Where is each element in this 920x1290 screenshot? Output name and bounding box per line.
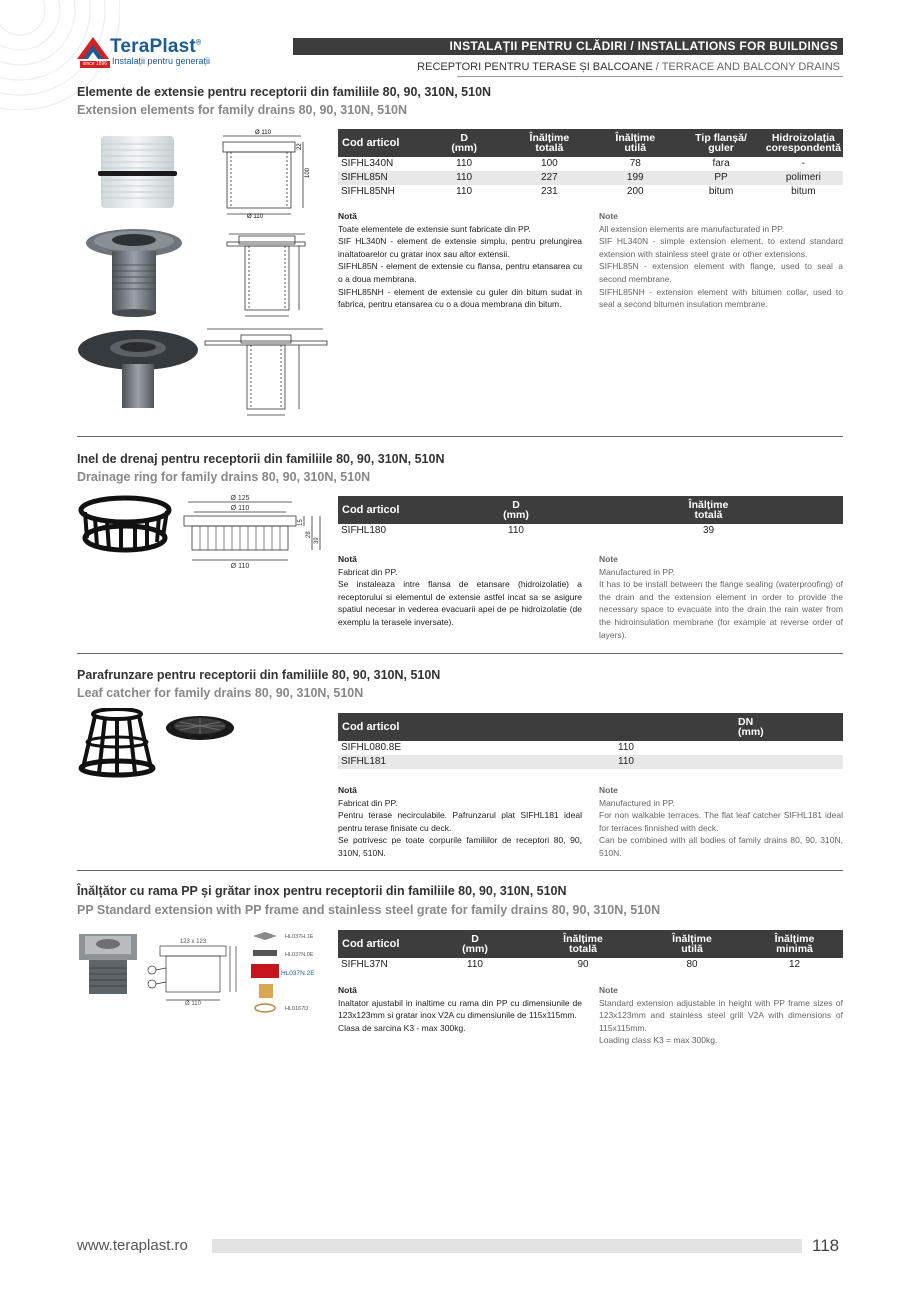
drawing-dim-39: 39 [314, 537, 320, 544]
note-line: SIFHL85NH - element de extensie cu guler din bitum sudat in fabrica, pentru etansarea cu o a doua membrana din bitum. [338, 286, 582, 310]
table-cell: 110 [508, 525, 524, 536]
note-title: Note [599, 211, 618, 221]
header-divider [457, 76, 843, 77]
table-cell: 110 [458, 755, 843, 769]
drawing-dim-diameter: Ø 110 [185, 1001, 201, 1006]
note-line: For non walkable terraces. The flat leaf catcher SIFHL181 ideal for terraces finnished with deck. [599, 810, 843, 833]
col-header: Tip flanșă/ guler [678, 129, 763, 157]
note-line: Pentru terase necirculabile. Pafrunzarul plat SIFHL181 ideal pentru terase finisate cu deck. [338, 810, 582, 833]
note-line: Manufactured in PP. [599, 797, 675, 808]
note-line: Fabricat din PP. [338, 566, 398, 577]
section-4-title-ro: Înălțător cu rama PP și grătar inox pentru receptorii din familiile 80, 90, 310N, 510N [77, 884, 567, 898]
note-line: It has to be install between the flange sealing (waterproofing) of the drain and the extension element in order to provide the necessary space to evacuate into the drain the rain water from the hidroinsulation membrane (for example at reverse order of layers). [599, 579, 843, 640]
table-cell: 110 [618, 742, 634, 753]
section-3-note-ro [338, 784, 582, 860]
table-cell: SIFHL181 [338, 755, 458, 769]
section-divider [77, 653, 843, 654]
table-cell: PP [678, 171, 763, 185]
page-number: 118 [812, 1236, 840, 1255]
extension-simple-drawing [213, 128, 313, 220]
note-title: Note [599, 985, 618, 995]
component-label: HL0167D [285, 1006, 309, 1012]
extension-simple-image [95, 130, 180, 212]
drawing-dim-15: 15 [298, 519, 304, 526]
drawing-dim-bottom: Ø 110 [230, 563, 250, 570]
extension-flange-drawing [225, 224, 311, 320]
drainage-ring-image [77, 494, 173, 564]
col-header: Înălțime minimă [746, 930, 843, 958]
section-1-note-ro [338, 210, 582, 311]
col-header: Înălțime totală [507, 129, 592, 157]
table-cell: 110 [467, 959, 483, 970]
section-3-note-en [599, 784, 843, 860]
note-line: SIFHL85N - element de extensie cu flansa, pentru etansarea cu o a doua membrana. [338, 261, 582, 284]
note-title: Note [599, 554, 618, 564]
table-row [338, 741, 843, 755]
note-line: Inaltator ajustabil in inaltime cu rama din PP cu dimensiunile de 123x123mm si gratar inox V2A cu dimensiunile de 115x115mm. [338, 997, 582, 1021]
footer-bar [212, 1239, 802, 1253]
section-2-note-en [599, 553, 843, 641]
table-row [338, 157, 843, 171]
table-cell: 110 [456, 158, 473, 169]
extension-flange-image [84, 225, 184, 320]
table-cell: 80 [686, 959, 698, 970]
extension-bitumen-drawing [203, 325, 331, 419]
section-1-title-ro: Elemente de extensie pentru receptorii din familiile 80, 90, 310N, 510N [77, 85, 492, 99]
footer-url-link[interactable]: www.teraplast.ro [77, 1237, 188, 1254]
col-header: Înălțime utilă [638, 930, 746, 958]
note-title: Notă [338, 785, 357, 795]
drawing-dim-bottom: Ø 110 [247, 214, 263, 220]
section-1-table [338, 129, 843, 199]
table-cell: polimeri [764, 171, 843, 185]
note-line: SIF HL340N - simple extension element, to extend standard extension with stainless steel grate or other extensions. [599, 236, 843, 259]
col-header: D (mm) [422, 930, 528, 958]
table-row [338, 958, 843, 972]
drawing-dim-22: 22 [297, 143, 303, 150]
section-3-title-en: Leaf catcher for family drains 80, 90, 310N, 510N [77, 686, 364, 700]
subcategory: RECEPTORI PENTRU TERASE ȘI BALCOANE / TERRACE AND BALCONY DRAINS [417, 61, 840, 73]
table-cell: SIFHL180 [341, 525, 387, 536]
table-cell: 90 [577, 959, 589, 970]
component-label: HL037N.0E [285, 952, 314, 958]
component-label: HL037N.2E [281, 970, 315, 977]
section-3-table [338, 713, 843, 769]
table-row [338, 524, 843, 538]
drawing-dim-125: Ø 125 [230, 495, 250, 502]
leaf-catcher-flat-image [164, 712, 236, 746]
col-header: D (mm) [458, 496, 574, 524]
table-cell: bitum [708, 186, 734, 197]
col-header: Înălțime totală [574, 496, 843, 524]
section-1-note-en [599, 210, 843, 311]
category-bar: INSTALAȚII PENTRU CLĂDIRI / INSTALLATIONS FOR BUILDINGS [293, 38, 843, 55]
note-line: Loading class K3 = max 300kg. [599, 1035, 718, 1046]
drawing-dim-frame: 123 x 123 [179, 939, 207, 945]
note-line: SIFHL85N - extension element with flange, used to seal a second membrane. [599, 261, 843, 284]
col-header: DN (mm) [458, 713, 843, 741]
note-line: SIFHL85NH - extension element with bitumen collar, used to seal a second bitumen insulation membrane. [599, 286, 843, 310]
col-header: D (mm) [422, 129, 507, 157]
note-line: Toate elementele de extensie sunt fabricate din PP. [338, 223, 531, 234]
component-label: HL037H.1E [285, 934, 314, 940]
table-cell: bitum [791, 186, 816, 197]
drawing-dim-100: 100 [305, 167, 311, 178]
col-header: Cod articol [338, 713, 458, 741]
note-title: Notă [338, 211, 357, 221]
section-2-title-ro: Inel de drenaj pentru receptorii din familiile 80, 90, 310N, 510N [77, 452, 445, 466]
brand-since: since 1896 [80, 61, 110, 68]
table-cell: 231 [541, 186, 558, 197]
note-line: Standard extension adjustable in height with PP frame sizes of 123x123mm and stainless steel grill V2A with dimensions of 115x115mm. [599, 997, 843, 1033]
drawing-dim-28: 28 [306, 531, 312, 538]
table-cell: 110 [456, 186, 473, 197]
note-line: Manufactured in PP. [599, 566, 675, 577]
section-divider [77, 436, 843, 437]
col-header: Cod articol [338, 930, 422, 958]
section-2-table [338, 496, 843, 538]
table-cell: 110 [422, 171, 507, 185]
table-row [338, 171, 843, 185]
section-2-title-en: Drainage ring for family drains 80, 90, 310N, 510N [77, 470, 371, 484]
brand-name: TeraPlast® [110, 36, 202, 57]
section-2-note-ro [338, 553, 582, 629]
extension-components-image [245, 928, 321, 1020]
section-3-title-ro: Parafrunzare pentru receptorii din familiile 80, 90, 310N, 510N [77, 668, 441, 682]
table-cell: SIFHL340N [341, 158, 394, 169]
section-4-note-ro [338, 984, 582, 1034]
table-cell: 39 [702, 525, 715, 536]
section-4-table [338, 930, 843, 972]
table-cell: 78 [629, 158, 641, 169]
note-title: Notă [338, 985, 357, 995]
table-cell: SIFHL37N [341, 959, 388, 970]
extension-bitumen-image [77, 328, 199, 410]
note-line: Fabricat din PP. [338, 797, 398, 808]
extension-grate-drawing [146, 928, 242, 1006]
note-line: SIF HL340N - element de extensie simplu, pentru prelungirea inaltatoarelor cu gratar inox sau altor extensii. [338, 236, 582, 259]
drainage-ring-drawing [180, 492, 326, 570]
table-row [338, 755, 843, 769]
section-4-title-en: PP Standard extension with PP frame and stainless steel grate for family drains 80, 90, 310N, 510N [77, 903, 661, 917]
section-divider [77, 870, 843, 871]
drawing-dim-110: Ø 110 [230, 505, 250, 512]
table-cell: 227 [507, 171, 592, 185]
table-cell: - [801, 158, 806, 169]
note-line: Clasa de sarcina K3 - max 300kg. [338, 1022, 466, 1033]
section-1-title-en: Extension elements for family drains 80, 90, 310N, 510N [77, 103, 408, 117]
col-header: Înălțime totală [528, 930, 638, 958]
col-header: Cod articol [338, 129, 422, 157]
note-line: Can be combined with all bodies of family drains 80, 90, 310N, 510N. [599, 835, 843, 858]
col-header: Înălțime utilă [592, 129, 678, 157]
note-line: Se instaleaza intre flansa de etansare (hidroizolatie) a receptorului si elementul de extensie astfel incat sa se asigure spatiul necesar in vederea evacuarii apei de pe hidroizolatie (de exemplu la terasele inversate). [338, 579, 582, 627]
note-title: Notă [338, 554, 357, 564]
logo-mark-icon [77, 35, 109, 59]
section-4-note-en [599, 984, 843, 1047]
col-header: Hidroizolația corespondentă [764, 129, 843, 157]
table-cell: 200 [626, 186, 644, 197]
drawing-dim-top: Ø 110 [255, 130, 271, 136]
table-cell: SIFHL080.8E [341, 742, 402, 753]
leaf-catcher-dome-image [77, 708, 157, 778]
table-cell: SIFHL85NH [341, 186, 395, 197]
table-cell: fara [712, 158, 730, 169]
col-header: Cod articol [338, 496, 458, 524]
extension-grate-image [77, 930, 139, 996]
note-line: Se potrivesc pe toate corpurile familiilor de receptori 80, 90, 310N, 510N. [338, 835, 582, 858]
table-row [338, 185, 843, 199]
table-cell: SIFHL85N [338, 171, 422, 185]
table-cell: 100 [541, 158, 558, 169]
note-line: All extension elements are manufacturated in PP. [599, 223, 785, 234]
note-title: Note [599, 785, 618, 795]
brand-tagline: Instalații pentru generații [112, 56, 211, 66]
table-cell: 12 [788, 959, 801, 970]
table-cell: 199 [592, 171, 678, 185]
